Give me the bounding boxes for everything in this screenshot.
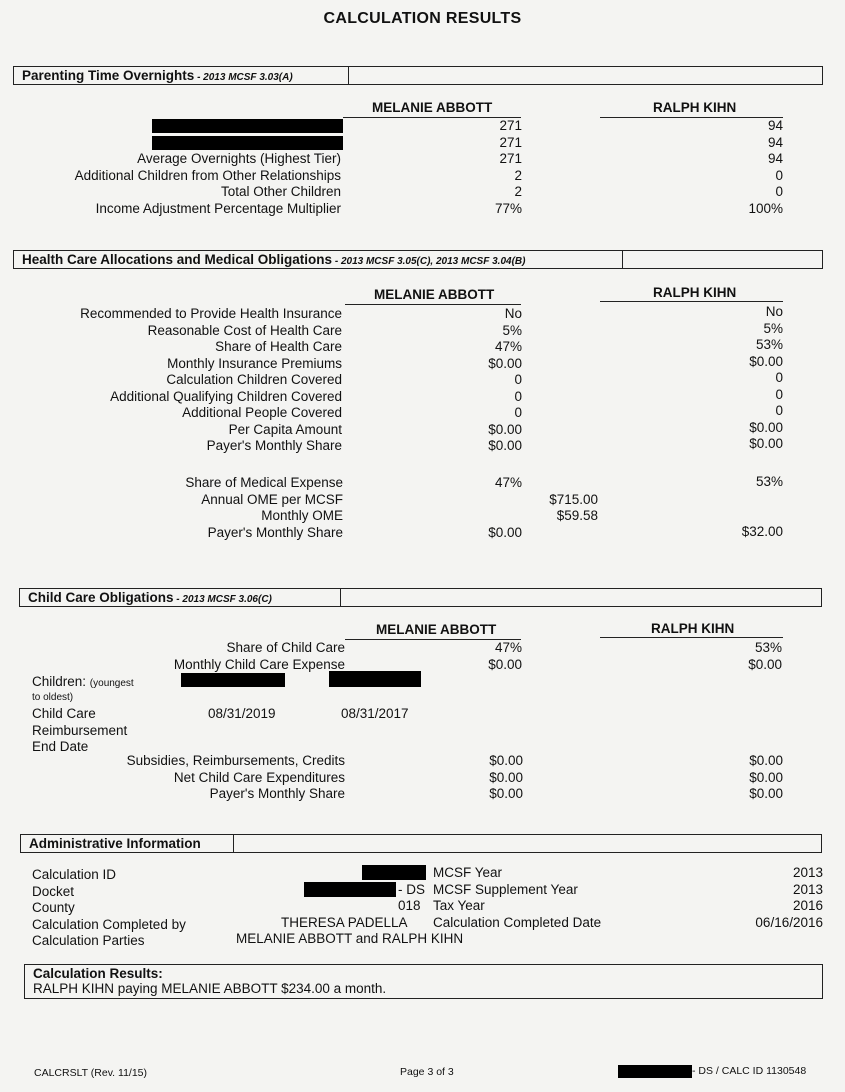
footer-form-id: CALCRSLT (Rev. 11/15) <box>34 1067 148 1079</box>
docket-suffix: - DS <box>398 882 425 897</box>
admin-right-label: MCSF Year <box>433 865 503 880</box>
health-b-value: $0.00 <box>749 436 783 451</box>
health-b-value: $0.00 <box>749 419 783 435</box>
admin-label: Calculation Parties <box>32 933 145 948</box>
health-labels <box>80 306 342 455</box>
parenting-col-b-header: RALPH KIHN <box>653 100 737 115</box>
health-a-value: 0 <box>514 405 522 420</box>
parenting-a-value: 271 <box>499 151 522 166</box>
parenting-section-title: Parenting Time Overnights <box>22 68 195 83</box>
ome-mid-values <box>549 475 598 541</box>
ome-label: Payer's Monthly Share <box>207 524 343 540</box>
childcare-bottom-labels <box>127 753 345 803</box>
parenting-b-values <box>748 118 783 217</box>
health-label: Monthly Insurance Premiums <box>167 355 342 371</box>
reimbursement-label-line: Reimbursement <box>32 722 128 738</box>
admin-labels <box>32 867 186 950</box>
health-a-value: No <box>504 306 522 321</box>
children-label-text: Children: <box>32 674 87 689</box>
childcare-section-box <box>19 588 822 607</box>
health-b-value: 53% <box>755 337 783 352</box>
childcare-bottom-label: Payer's Monthly Share <box>209 786 345 801</box>
childcare-top-labels <box>174 640 345 673</box>
reimbursement-label <box>32 706 127 756</box>
results-heading: Calculation Results: <box>33 966 163 981</box>
health-b-value: 0 <box>775 403 783 418</box>
health-label: Payer's Monthly Share <box>206 438 342 453</box>
admin-label: Calculation ID <box>32 867 117 882</box>
childcare-col-b-rule <box>600 637 783 638</box>
health-label: Calculation Children Covered <box>166 372 342 387</box>
childcare-bottom-label: Subsidies, Reimbursements, Credits <box>126 753 345 768</box>
health-b-value: No <box>765 304 783 319</box>
health-section-ref: - 2013 MCSF 3.05(C), 2013 MCSF 3.04(B) <box>332 256 526 267</box>
health-b-values <box>749 304 783 453</box>
health-a-value: $0.00 <box>488 421 522 437</box>
childcare-top-a-value: 47% <box>494 640 522 655</box>
health-section-box <box>13 250 823 269</box>
ome-mid-value: $715.00 <box>549 491 598 507</box>
parenting-a-value: 2 <box>514 184 522 199</box>
ome-a-value: $0.00 <box>488 524 522 540</box>
childcare-top-b-value: $0.00 <box>748 656 782 672</box>
ome-mid-value <box>549 525 598 542</box>
parenting-a-value: 77% <box>494 200 522 216</box>
admin-section-header <box>20 834 234 853</box>
childcare-bottom-b-value: $0.00 <box>749 753 783 768</box>
parenting-a-values <box>495 118 522 217</box>
parenting-a-value: 271 <box>499 118 522 133</box>
parenting-b-value: 0 <box>775 167 783 183</box>
admin-right-value: 2016 <box>792 898 823 913</box>
ome-labels <box>185 475 343 541</box>
redaction-bar <box>181 673 285 687</box>
health-label: Additional Qualifying Children Covered <box>110 388 342 404</box>
admin-label: Calculation Completed by <box>32 916 186 932</box>
childcare-top-b <box>748 640 782 673</box>
childcare-section-header <box>19 588 341 607</box>
redaction-bar <box>618 1065 692 1078</box>
parenting-section-ref: - 2013 MCSF 3.03(A) <box>194 72 293 83</box>
admin-right-label: Calculation Completed Date <box>433 914 602 930</box>
health-label: Per Capita Amount <box>228 421 342 437</box>
childcare-section-ref: - 2013 MCSF 3.06(C) <box>173 594 272 605</box>
parenting-labels <box>75 118 341 217</box>
parenting-label <box>75 135 341 152</box>
health-a-value: 5% <box>502 322 522 338</box>
childcare-top-label: Monthly Child Care Expense <box>173 656 345 672</box>
health-a-value: $0.00 <box>488 438 522 453</box>
child-1-end-date: 08/31/2019 <box>208 706 276 721</box>
completed-by-value: THERESA PADELLA <box>281 915 408 930</box>
admin-label: Docket <box>32 883 75 899</box>
health-a-values <box>488 306 522 455</box>
ome-a-value <box>488 508 522 525</box>
child-2-end-date: 08/31/2017 <box>341 706 409 721</box>
parenting-b-value: 94 <box>767 151 783 166</box>
health-b-value: 5% <box>763 320 783 336</box>
parenting-b-value: 0 <box>775 184 783 199</box>
admin-section-title: Administrative Information <box>29 836 201 851</box>
ome-b-value: $32.00 <box>741 523 783 539</box>
ome-a-value <box>488 492 522 509</box>
health-section-header <box>13 250 623 269</box>
childcare-top-a <box>488 640 522 673</box>
results-text: RALPH KIHN paying MELANIE ABBOTT $234.00 a month. <box>33 981 387 996</box>
childcare-bottom-a-value: $0.00 <box>489 769 523 785</box>
childcare-section-title: Child Care Obligations <box>28 590 174 605</box>
ome-a-value: 47% <box>494 475 522 490</box>
health-col-a-header: MELANIE ABBOTT <box>374 287 495 302</box>
reimbursement-label-line: End Date <box>32 739 89 754</box>
ome-label: Share of Medical Expense <box>185 475 343 490</box>
ome-b-values <box>742 474 783 540</box>
childcare-col-a-header: MELANIE ABBOTT <box>376 622 497 637</box>
footer-calc-id: - DS / CALC ID 1130548 <box>692 1065 807 1077</box>
parenting-b-value: 100% <box>748 200 783 216</box>
health-label: Reasonable Cost of Health Care <box>147 322 342 338</box>
county-value: 018 <box>398 898 421 913</box>
parties-value: MELANIE ABBOTT and RALPH KIHN <box>236 931 464 946</box>
health-label: Recommended to Provide Health Insurance <box>80 306 342 321</box>
ome-label: Annual OME per MCSF <box>201 491 343 507</box>
admin-right-labels <box>433 865 601 931</box>
health-section-title: Health Care Allocations and Medical Obligations <box>22 252 333 267</box>
childcare-bottom-label: Net Child Care Expenditures <box>173 769 345 785</box>
health-label: Additional People Covered <box>182 405 342 420</box>
parenting-label <box>75 118 341 135</box>
ome-b-value: 53% <box>755 474 783 489</box>
health-col-b-rule <box>600 301 783 302</box>
admin-label: County <box>32 900 75 915</box>
health-label: Share of Health Care <box>215 339 342 354</box>
parenting-section-header <box>13 66 349 85</box>
admin-right-value: 06/16/2016 <box>755 914 823 930</box>
admin-right-value: 2013 <box>792 865 823 880</box>
childcare-bottom-a <box>489 753 523 803</box>
childcare-bottom-a-value: $0.00 <box>489 786 523 801</box>
ome-b-value <box>742 507 783 524</box>
parenting-label: Additional Children from Other Relationships <box>74 167 341 183</box>
health-a-value: 0 <box>514 372 522 387</box>
health-b-value: 0 <box>775 370 783 385</box>
children-note: (youngest <box>89 678 134 689</box>
redaction-bar <box>329 671 421 687</box>
childcare-bottom-b-value: $0.00 <box>749 769 783 785</box>
parenting-a-value: 2 <box>514 167 522 183</box>
parenting-label: Income Adjustment Percentage Multiplier <box>95 200 341 216</box>
childcare-col-b-header: RALPH KIHN <box>651 621 735 636</box>
parenting-col-a-header: MELANIE ABBOTT <box>372 100 493 115</box>
redaction-bar <box>304 882 396 897</box>
page-title: CALCULATION RESULTS <box>323 10 522 27</box>
results-box <box>24 964 823 999</box>
parenting-label: Total Other Children <box>220 184 341 199</box>
ome-label: Monthly OME <box>261 508 343 523</box>
childcare-bottom-b <box>749 753 783 803</box>
ome-mid-value <box>549 475 598 492</box>
admin-right-value: 2013 <box>792 881 823 897</box>
ome-a-values <box>488 475 522 541</box>
childcare-top-label: Share of Child Care <box>226 640 345 655</box>
parenting-a-value: 271 <box>499 134 522 150</box>
admin-right-label: Tax Year <box>433 898 485 913</box>
health-col-a-rule <box>345 304 521 305</box>
health-a-value: 0 <box>514 388 522 404</box>
ome-b-value <box>742 491 783 508</box>
parenting-b-value: 94 <box>767 134 783 150</box>
admin-right-label: MCSF Supplement Year <box>433 881 578 897</box>
health-a-value: 47% <box>494 339 522 354</box>
parenting-b-value: 94 <box>767 118 783 133</box>
parenting-section-box <box>13 66 823 85</box>
health-a-value: $0.00 <box>488 355 522 371</box>
childcare-top-b-value: 53% <box>754 640 782 655</box>
parenting-label: Average Overnights (Highest Tier) <box>137 151 341 166</box>
children-note-2: to oldest) <box>32 692 74 703</box>
childcare-bottom-b-value: $0.00 <box>749 786 783 801</box>
childcare-top-a-value: $0.00 <box>488 656 522 672</box>
health-b-value: $0.00 <box>749 353 783 369</box>
redaction-bar <box>362 865 426 880</box>
children-label <box>32 674 134 689</box>
admin-right-values <box>755 865 823 931</box>
ome-mid-value: $59.58 <box>556 508 598 523</box>
admin-section-box <box>20 834 822 853</box>
reimbursement-label-line: Child Care <box>32 706 96 721</box>
health-col-b-header: RALPH KIHN <box>653 285 737 300</box>
health-b-value: 0 <box>775 386 783 402</box>
childcare-bottom-a-value: $0.00 <box>489 753 523 768</box>
footer-page-number: Page 3 of 3 <box>400 1066 454 1078</box>
